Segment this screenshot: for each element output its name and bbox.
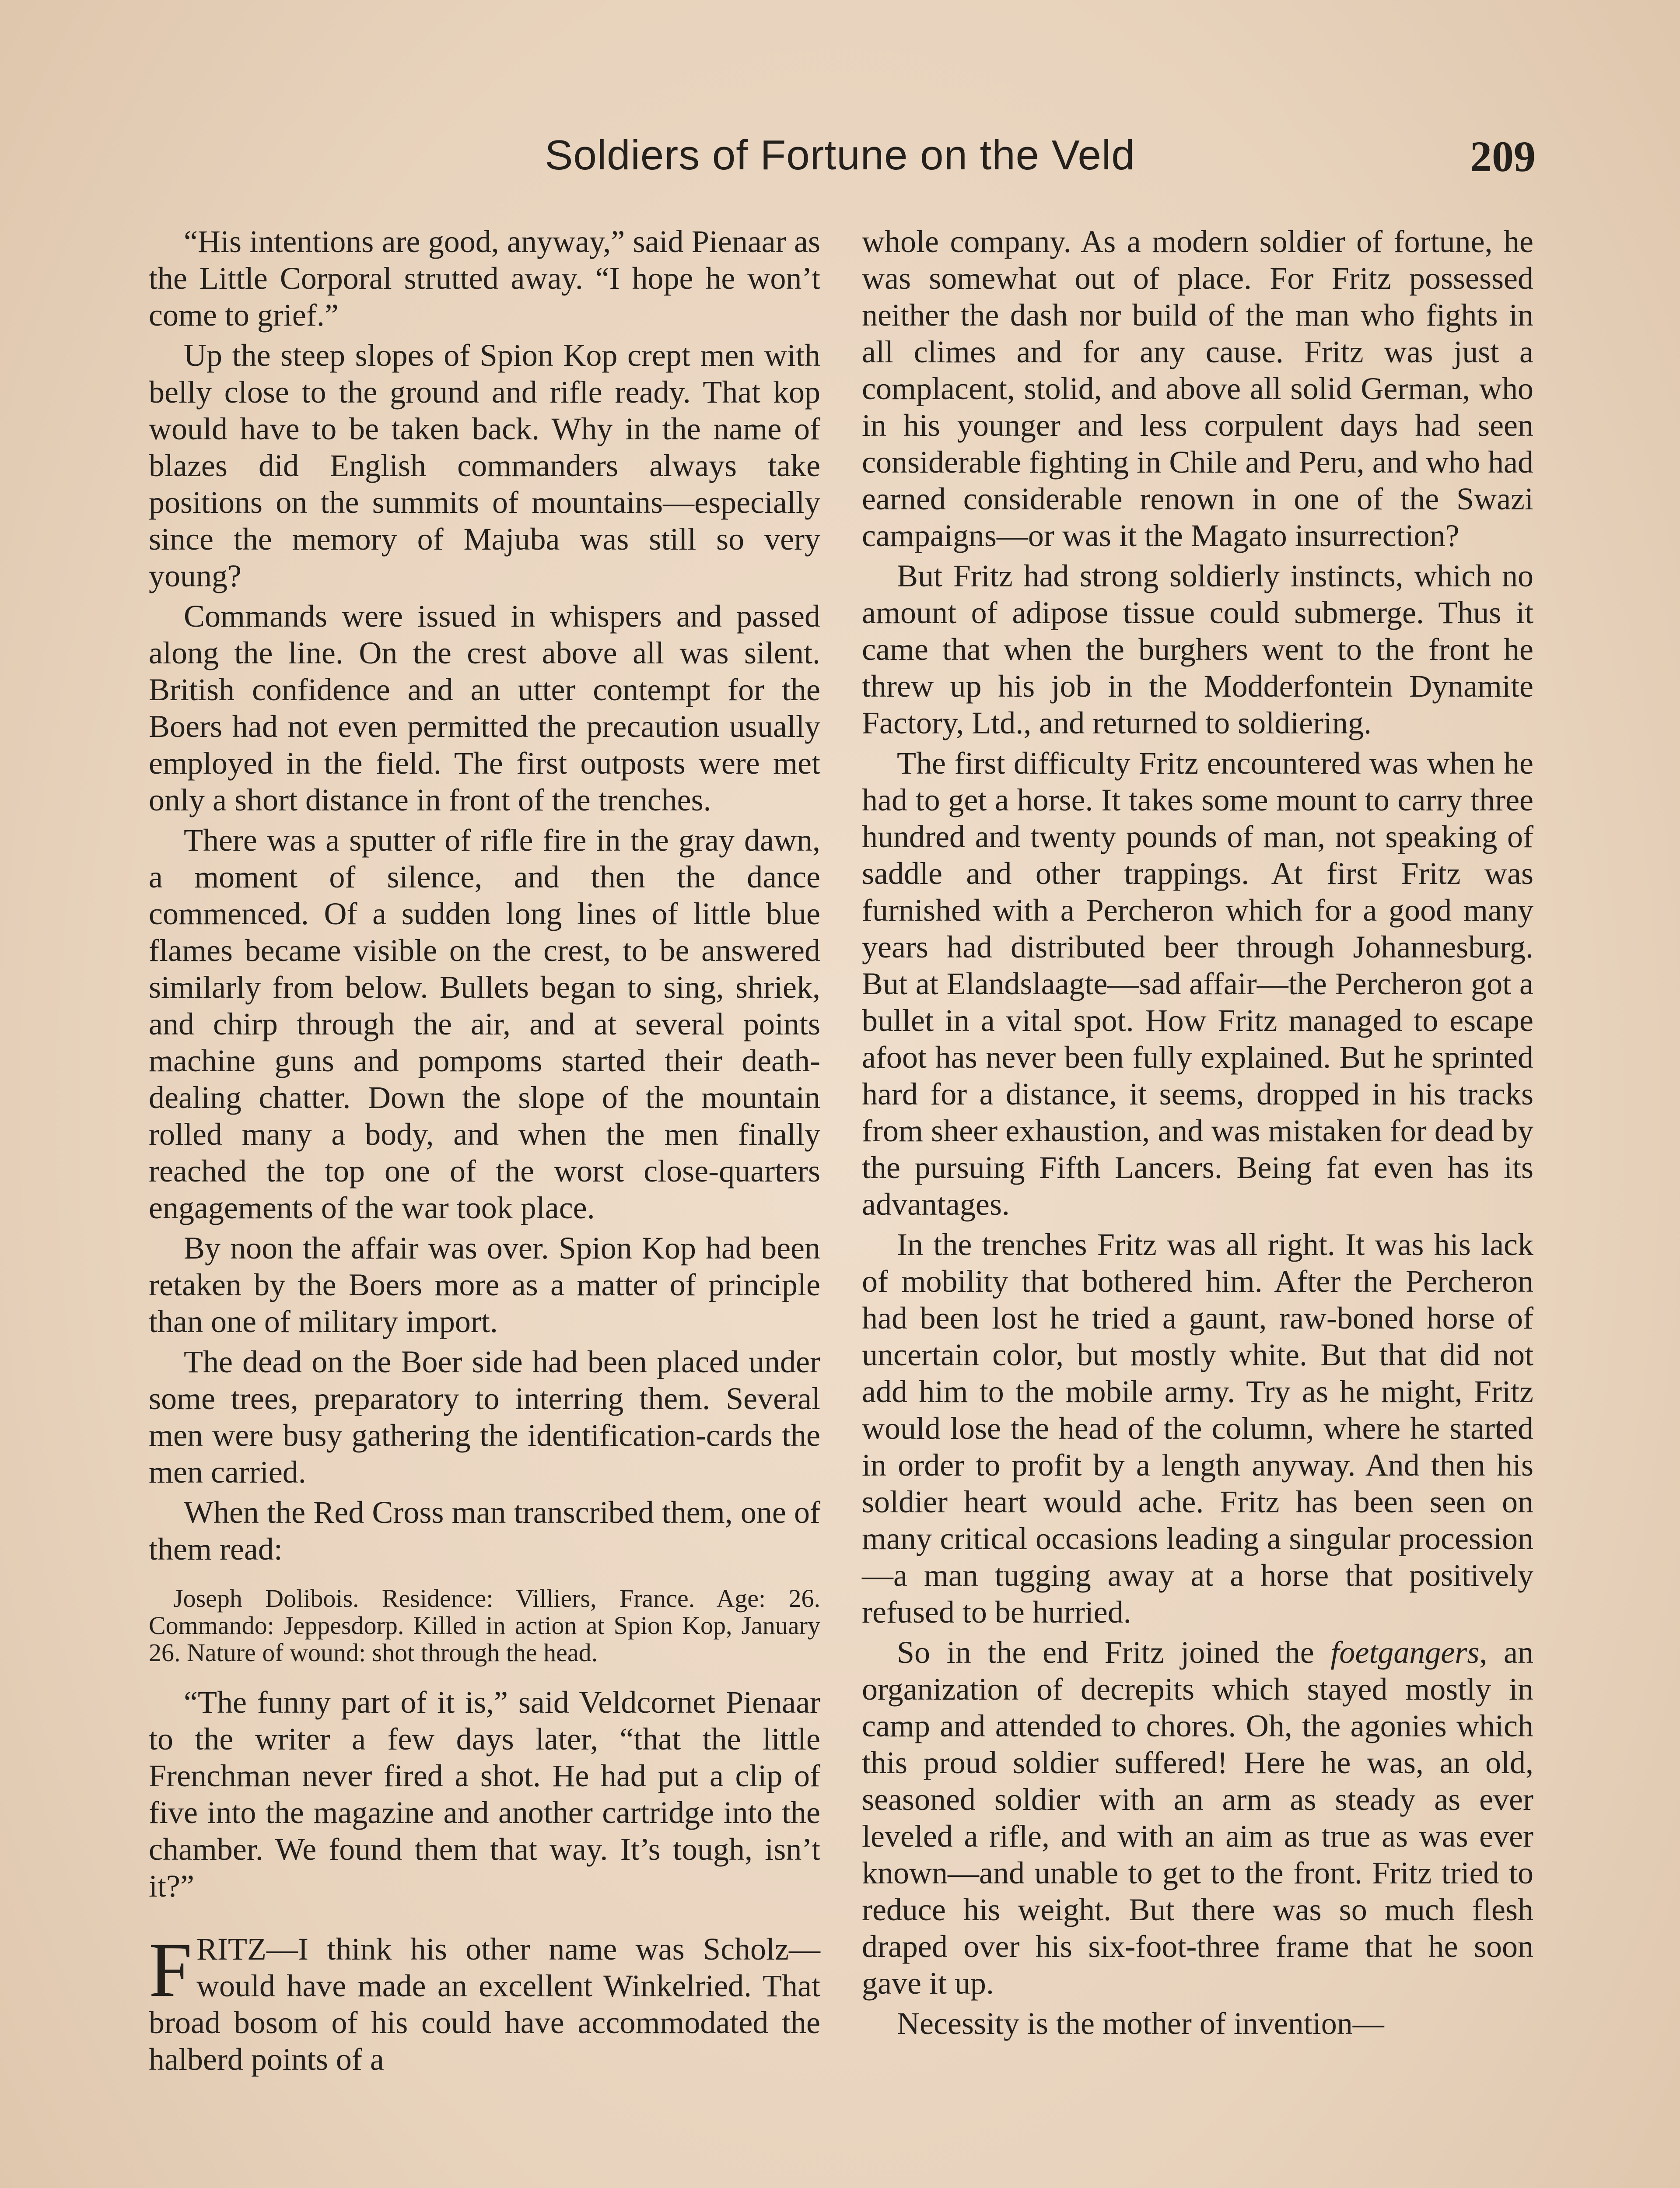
paragraph: There was a sputter of rifle fire in the gray dawn, a moment of silence, and then the dance commenced. Of a sudden long lines of little blue flames became visible on the crest, to be answered similarly from below. Bullets began to sing, shriek, and chirp through the air, and at several points machine guns and pompoms started their death-dealing chatter. Down the slope of the mountain rolled many a body, and when the men finally reached the top one of the worst close-quarters engagements of the war took place. <box>149 823 820 1225</box>
paragraph <box>862 1634 1533 2002</box>
paragraph: By noon the affair was over. Spion Kop had been retaken by the Boers more as a matter of principle than one of military import. <box>149 1231 820 1339</box>
paragraph: “The funny part of it is,” said Veldcornet Pienaar to the writer a few days later, “that the little Frenchman never fired a shot. He had put a clip of five into the magazine and another cartridge into the chamber. We found them that way. It’s tough, isn’t it?” <box>149 1685 820 1904</box>
paragraph-text: , an organization of decrepits which stayed mostly in camp and attended to chores. Oh, the agonies which this proud soldier suffered! Here he was, an old, seasoned soldier with an arm as steady as ever leveled a rifle, and with an aim as true as was ever known—and unable to get to the front. Fritz tried to reduce his weight. But there was so much flesh draped over his six-foot-three frame that he soon gave it up. <box>862 1635 1533 2001</box>
continued-paragraph: whole company. As a modern soldier of fortune, he was somewhat out of place. For Fritz possessed neither the dash nor build of the man who fights in all climes and for any cause. Fritz was just a complacent, stolid, and above all solid German, who in his younger and less corpulent days had seen considerable fighting in Chile and Peru, and who had earned considerable renown in one of the Swazi campaigns—or was it the Magato insurrection? <box>862 224 1533 553</box>
paragraph: In the trenches Fritz was all right. It was his lack of mobility that bothered him. After the Percheron had been lost he tried a gaunt, raw-boned horse of uncertain color, but mostly white. But that did not add him to the mobile army. Try as he might, Fritz would lose the head of the column, where he started in order to profit by a length anyway. And then his soldier heart would ache. Fritz has been seen on many critical occasions leading a singular procession—a man tugging away at a horse that positively refused to be hurried. <box>862 1227 1533 1630</box>
dropcap-paragraph <box>149 1926 820 2078</box>
paragraph: The dead on the Boer side had been placed under some trees, preparatory to interring them. Several men were busy gathering the identification-cards the men carried. <box>149 1344 820 1490</box>
paragraph-text: So in the end Fritz joined the <box>897 1635 1331 1670</box>
paragraph: When the Red Cross man transcribed them, one of them read: <box>149 1495 820 1567</box>
paragraph: The first difficulty Fritz encountered was when he had to get a horse. It takes some mount to carry three hundred and twenty pounds of man, not speaking of saddle and other trappings. At first Fritz was furnished with a Percheron which for a good many years had distributed beer through Johannesburg. But at Elandslaagte—sad affair—the Percheron got a bullet in a vital spot. How Fritz managed to escape afoot has never been fully explained. But he sprinted hard for a distance, it seems, dropped in his tracks from sheer exhaustion, and was mistaken for dead by the pursuing Fifth Lancers. Being fat even has its advantages. <box>862 746 1533 1222</box>
paragraph: Up the steep slopes of Spion Kop crept men with belly close to the ground and rifle ready. That kop would have to be taken back. Why in the name of blazes did English commanders always take positions on the summits of mountains—especially since the memory of Majuba was still so very young? <box>149 338 820 593</box>
drop-cap-letter: F <box>149 1926 192 2013</box>
paragraph: But Fritz had strong soldierly instincts, which no amount of adipose tissue could submerge. Thus it came that when the burghers went to the front he threw up his job in the Modderfontein Dynamite Factory, Ltd., and returned to soldiering. <box>862 558 1533 740</box>
identification-card-note: Joseph Dolibois. Residence: Villiers, France. Age: 26. Commando: Jeppesdorp. Killed in action at Spion Kop, January 26. Nature of wound: shot through the head. <box>149 1584 820 1667</box>
paragraph: Commands were issued in whispers and passed along the line. On the crest above all was silent. British confidence and an utter contempt for the Boers had not even permitted the precaution usually employed in the field. The first outposts were met only a short distance in front of the trenches. <box>149 599 820 817</box>
running-header-title: Soldiers of Fortune on the Veld <box>545 132 1135 179</box>
paragraph: Necessity is the mother of invention— <box>897 2006 1384 2041</box>
italic-term: foetgangers <box>1330 1635 1480 1670</box>
left-column <box>149 223 820 2081</box>
dropcap-paragraph-text: RITZ—I think his other name was Scholz—would have made an excellent Winkelried. That broad bosom of his could have accommodated the halberd points of a <box>149 1932 820 2077</box>
paragraph: “His intentions are good, anyway,” said Pienaar as the Little Corporal strutted away. “I hope he won’t come to grief.” <box>149 224 820 333</box>
page-number: 209 <box>1470 132 1536 181</box>
right-column <box>862 223 1533 2045</box>
